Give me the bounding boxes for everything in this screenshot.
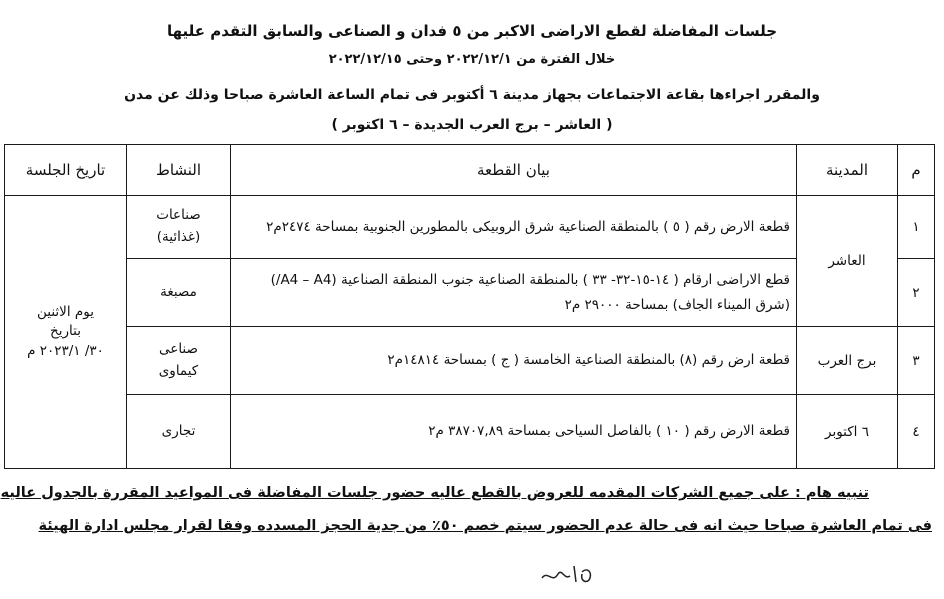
row-city: برج العرب bbox=[797, 327, 898, 395]
row-activity bbox=[127, 395, 231, 469]
row-plot: قطعة ارض رقم (٨) بالمنطقة الصناعية الخامسة ( ج ) بمساحة ١٤٨١٤م٢ bbox=[231, 327, 797, 395]
row-city: العاشر bbox=[797, 196, 898, 327]
header-city: المدينة bbox=[797, 145, 898, 196]
session-date-value: ٣٠/ ٢٠٢٣/١ م bbox=[27, 342, 104, 359]
activity-line: كيماوى bbox=[158, 362, 199, 379]
table-header-row bbox=[5, 145, 935, 196]
row-num: ٤ bbox=[898, 395, 935, 469]
row-plot: قطع الاراضى ارقام ( ١٤-١٥-٣٢- ٣٣ ) بالمنطقة الصناعية جنوب المنطقة الصناعية (A4 – A4/) (شرق الميناء الجاف) بمساحة ٢٩٠٠٠ م٢ bbox=[231, 259, 797, 327]
table-row bbox=[5, 196, 935, 259]
handwritten-signature bbox=[538, 558, 600, 588]
table-row bbox=[5, 327, 935, 395]
period-line: خلال الفترة من ٢٠٢٢/١٢/١ وحتى ٢٠٢٢/١٢/١٥ bbox=[328, 52, 616, 67]
activity-line: صناعات bbox=[156, 207, 201, 224]
table-row bbox=[5, 259, 935, 327]
row-num: ٣ bbox=[898, 327, 935, 395]
row-plot: قطعة الارض رقم ( ١٠ ) بالفاصل السياحى بمساحة ٣٨٧٠٧,٨٩ م٢ bbox=[231, 395, 797, 469]
document-title: جلسات المفاضلة لقطع الاراضى الاكبر من ٥ فدان و الصناعى والسابق التقدم عليها bbox=[166, 22, 778, 40]
row-activity bbox=[127, 327, 231, 395]
row-city: ٦ اكتوبر bbox=[797, 395, 898, 469]
sessions-table bbox=[4, 144, 935, 469]
table-row bbox=[5, 395, 935, 469]
activity-line: مصبغة bbox=[160, 283, 197, 300]
venue-line: والمقرر اجراءها بقاعة الاجتماعات بجهاز مدينة ٦ أكتوبر فى تمام الساعة العاشرة صباحا وذلك عن مدن bbox=[124, 87, 820, 103]
session-date-label: بتاريخ bbox=[50, 323, 81, 340]
row-plot: قطعة الارض رقم ( ٥ ) بالمنطقة الصناعية شرق الروبيكى بالمطورين الجنوبية بمساحة ٢٤٧٤م٢ bbox=[231, 196, 797, 259]
activity-line: (غذائية) bbox=[156, 229, 201, 245]
cities-line: ( العاشر – برج العرب الجديدة – ٦ اكتوبر ) bbox=[331, 117, 613, 133]
row-num: ٢ bbox=[898, 259, 935, 327]
header-activity: النشاط bbox=[127, 145, 231, 196]
header-num: م bbox=[898, 145, 935, 196]
row-activity bbox=[127, 259, 231, 327]
session-date-cell bbox=[5, 196, 127, 469]
row-activity bbox=[127, 196, 231, 259]
row-num: ١ bbox=[898, 196, 935, 259]
header-plot: بيان القطعة bbox=[231, 145, 797, 196]
header-session-date: تاريخ الجلسة bbox=[5, 145, 127, 196]
activity-line: تجارى bbox=[161, 422, 196, 439]
activity-line: صناعى bbox=[159, 340, 198, 357]
notice-line: تنبيه هام : على جميع الشركات المقدمه للعروض بالقطع عاليه حضور جلسات المفاضلة فى المواعيد المقررة بالجدول عاليه bbox=[0, 485, 869, 501]
notice-line: فى تمام العاشرة صباحا حيث انه فى حالة عدم الحضور سيتم خصم ٥٠٪ من جدية الحجز المسدده وفقا لقرار مجلس ادارة الهيئة bbox=[38, 518, 932, 534]
session-day: يوم الاثنين bbox=[36, 303, 94, 320]
